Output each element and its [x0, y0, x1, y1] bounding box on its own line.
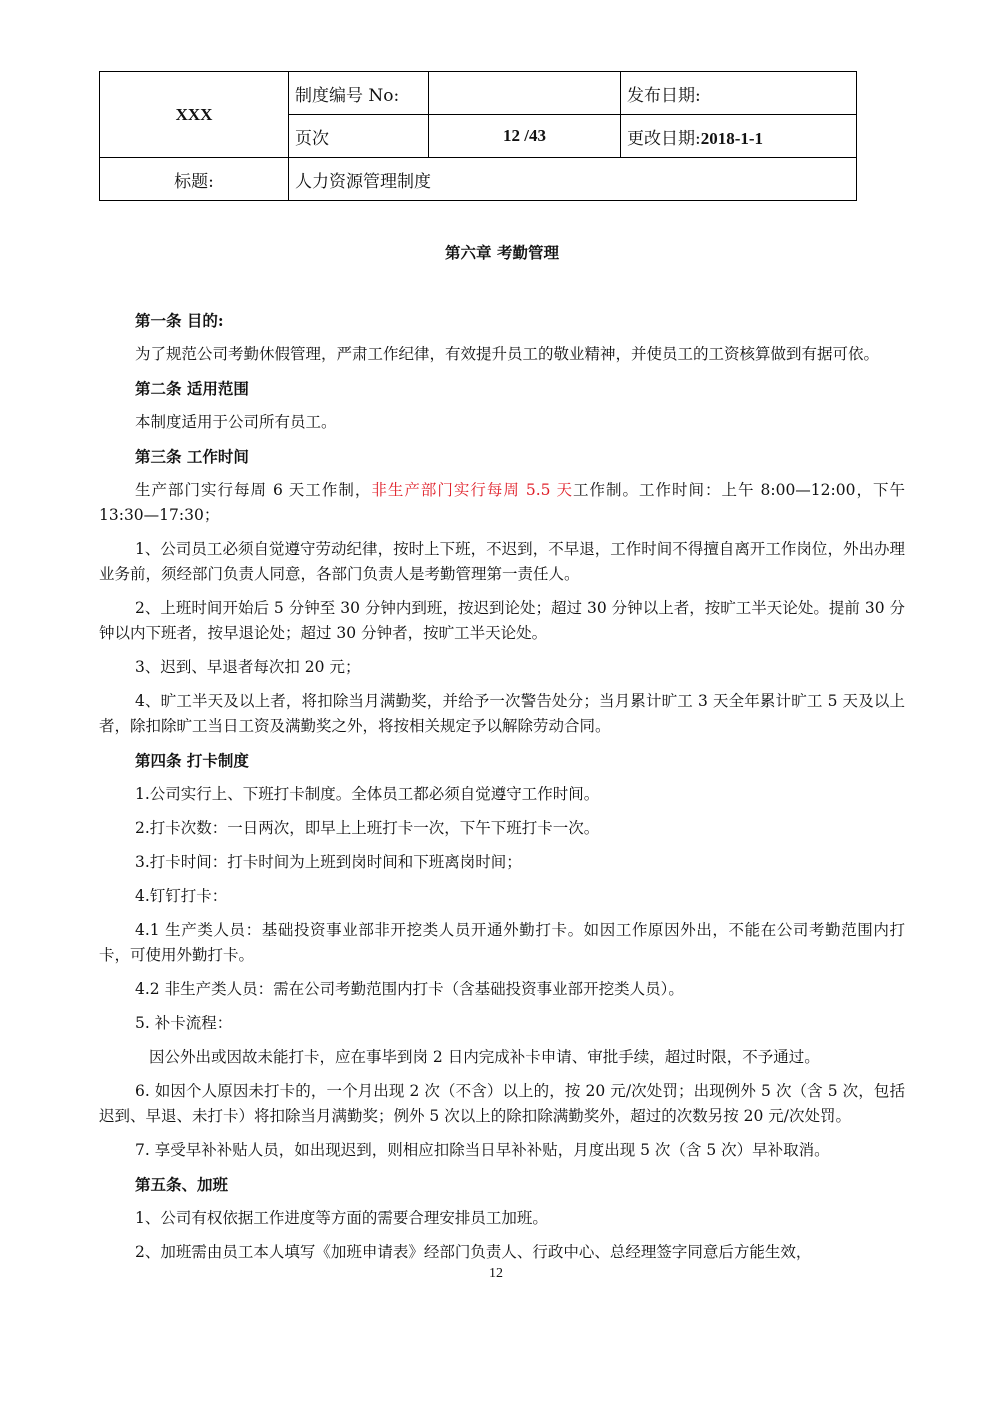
change-date-value: 2018-1-1 [700, 128, 764, 148]
title-value: 人力资源管理制度 [289, 158, 857, 201]
article-4-item-7: 7. 享受早补补贴人员，如出现迟到，则相应扣除当日早补补贴，月度出现 5 次（含 5 次）早补取消。 [135, 1141, 830, 1159]
article-4-item-3: 3.打卡时间：打卡时间为上班到岗时间和下班离岗时间； [135, 853, 522, 871]
article-2-paragraph: 本制度适用于公司所有员工。 [135, 413, 337, 431]
article-3-item-3: 3、迟到、早退者每次扣 20 元； [135, 658, 361, 676]
change-date-label: 更改日期: [627, 128, 701, 149]
chapter-heading: 第六章 考勤管理 [445, 243, 559, 262]
article-4-item-5: 5. 补卡流程： [135, 1014, 233, 1032]
article-4-item-4-2: 4.2 非生产类人员：需在公司考勤范围内打卡（含基础投资事业部开挖类人员）。 [135, 980, 684, 998]
page-label: 页次 [289, 115, 429, 158]
work-hours-text-post: 工作制。工作时间：上午 8:00—12:00，下午 13:30—17:30； [99, 481, 906, 524]
article-5-title: 第五条、加班 [135, 1175, 229, 1194]
publish-date-label: 发布日期: [621, 72, 857, 115]
work-hours-text-pre: 生产部门实行每周 6 天工作制， [135, 481, 372, 499]
document-header-table [99, 71, 857, 201]
article-5-item-1: 1、公司有权依据工作进度等方面的需要合理安排员工加班。 [135, 1209, 548, 1227]
doc-no-label: 制度编号 No: [289, 72, 429, 115]
article-4-item-5-detail: 因公外出或因故未能打卡，应在事毕到岗 2 日内完成补卡申请、审批手续，超过时限，不予通过。 [149, 1048, 820, 1066]
work-hours-highlight: 非生产部门实行每周 5.5 天 [371, 481, 573, 499]
article-4-item-4: 4.钉钉打卡： [135, 887, 228, 905]
page-value: 12 /43 [429, 115, 621, 158]
article-5-item-2: 2、加班需由员工本人填写《加班申请表》经部门负责人、行政中心、总经理签字同意后方能生效， [135, 1243, 812, 1261]
article-3-item-2: 2、上班时间开始后 5 分钟至 30 分钟内到班，按迟到论处；超过 30 分钟以上者，按旷工半天论处。提前 30 分钟以内下班者，按早退论处；超过 30 分钟者，按旷工半天论处。 [99, 599, 905, 642]
article-3-title: 第三条 工作时间 [135, 447, 249, 466]
article-4-item-6: 6. 如因个人原因未打卡的，一个月出现 2 次（不含）以上的，按 20 元/次处罚；出现例外 5 次（含 5 次，包括迟到、早退、未打卡）将扣除当月满勤奖；例外 5 次以上的除扣除满勤奖外，超过的次数另按 20 元/次处罚。 [99, 1082, 905, 1125]
article-2-title: 第二条 适用范围 [135, 379, 249, 398]
page-number: 12 [489, 1266, 503, 1281]
article-4-item-4-1: 4.1 生产类人员：基础投资事业部非开挖类人员开通外勤打卡。如因工作原因外出，不能在公司考勤范围内打卡，可使用外勤打卡。 [99, 921, 905, 964]
article-3-item-4: 4、旷工半天及以上者，将扣除当月满勤奖，并给予一次警告处分；当月累计旷工 3 天全年累计旷工 5 天及以上者，除扣除旷工当日工资及满勤奖之外，将按相关规定予以解除劳动合同。 [99, 692, 905, 735]
change-date-cell [621, 115, 857, 158]
document-body [99, 240, 905, 1274]
article-3-item-1: 1、公司员工必须自觉遵守劳动纪律，按时上下班，不迟到，不早退，工作时间不得擅自离开工作岗位，外出办理业务前，须经部门负责人同意，各部门负责人是考勤管理第一责任人。 [99, 540, 905, 583]
company-name: XXX [100, 72, 289, 158]
article-1-paragraph: 为了规范公司考勤休假管理，严肃工作纪律，有效提升员工的敬业精神，并使员工的工资核算做到有据可依。 [135, 345, 880, 363]
title-label: 标题: [100, 158, 289, 201]
article-4-title: 第四条 打卡制度 [135, 751, 249, 770]
article-4-item-2: 2.打卡次数：一日两次，即早上上班打卡一次，下午下班打卡一次。 [135, 819, 600, 837]
article-4-item-1: 1.公司实行上、下班打卡制度。全体员工都必须自觉遵守工作时间。 [135, 785, 600, 803]
article-1-title: 第一条 目的: [135, 311, 224, 330]
article-3-work-hours [99, 478, 905, 528]
doc-no-value [429, 72, 621, 115]
